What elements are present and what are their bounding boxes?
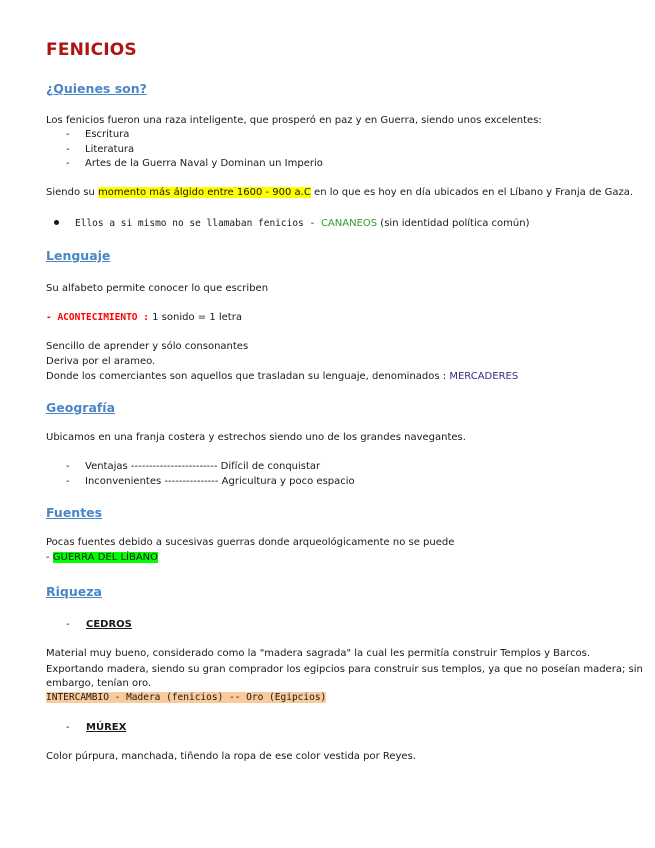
geografia-p1: Ubicamos en una franja costera y estrechos siendo uno de los grandes navegantes. [46,432,466,443]
list-item: - Ventajas ------------------------ Difícil de conquistar [46,460,355,475]
lenguaje-p1: Su alfabeto permite conocer lo que escriben [46,283,269,294]
list-item: - Artes de la Guerra Naval y Dominan un Imperio [46,157,323,172]
lenguaje-acontecimiento [46,311,242,326]
lenguaje-l1: Sencillo de aprender y sólo consonantes [46,341,249,352]
riqueza-p1: Material muy bueno, considerado como la "madera sagrada" la cual les permitía construir Templos y Barcos. [46,648,591,659]
guerra-libano-highlight: GUERRA DEL LÍBANO [52,552,159,563]
acontecimiento-text: 1 sonido = 1 letra [148,312,242,323]
riqueza-sub1 [66,618,132,633]
list-item: - Literatura [46,143,323,158]
l3-text: Donde los comerciantes son aquellos que trasladan su lenguaje, denominados : [46,371,450,382]
heading-lenguaje: Lenguaje [46,248,111,263]
mercaderes-text: MERCADERES [449,371,519,382]
cedros-heading: CEDROS [86,619,132,630]
heading-fuentes: Fuentes [46,505,103,520]
riqueza-sub2 [66,721,126,736]
quienes-list [46,128,323,172]
quienes-para [46,186,633,201]
intercambio-highlight: INTERCAMBIO - Madera (fenicios) -- Oro (Egipcios) [46,692,327,703]
dash-marker: - [66,722,70,733]
bullet-mono-text: Ellos a si mismo no se llamaban fenicios - [75,218,321,229]
page-title: FENICIOS [46,40,137,60]
dash-text: - [46,552,53,563]
highlight-date: momento más álgido entre 1600 - 900 a.C [98,187,311,198]
bullet-icon [54,220,59,225]
riqueza-intercambio [46,691,326,706]
lenguaje-l3 [46,370,518,385]
heading-geografia: Geografía [46,400,116,415]
riqueza-p3: embargo, tenían oro. [46,678,152,689]
acontecimiento-label: - ACONTECIMIENTO : [46,312,149,323]
dash-marker: - [66,619,70,630]
fuentes-p1: Pocas fuentes debido a sucesivas guerras donde arqueológicamente no se puede [46,537,455,548]
heading-quienes: ¿Quienes son? [46,81,147,96]
riqueza-p2: Exportando madera, siendo su gran comprador los egipcios para construir sus templos, ya que no poseían madera; sin [46,664,643,675]
bullet-post-text: (sin identidad política común) [377,218,530,229]
cananeos-text: CANANEOS [320,218,378,229]
heading-riqueza: Riqueza [46,584,102,599]
riqueza-p4: Color púrpura, manchada, tiñendo la ropa de ese color vestida por Reyes. [46,751,416,762]
list-item: - Inconvenientes --------------- Agricultura y poco espacio [46,475,355,490]
geografia-list [46,460,355,489]
fuentes-dash [46,551,158,566]
para-text: Siendo su [46,187,98,198]
para-text: en lo que es hoy en día ubicados en el Líbano y Franja de Gaza. [310,187,634,198]
lenguaje-l2: Deriva por el arameo. [46,356,156,367]
quienes-intro: Los fenicios fueron una raza inteligente, que prosperó en paz y en Guerra, siendo unos excelentes: [46,115,542,126]
quienes-bullet [54,217,530,232]
list-item: - Escritura [46,128,323,143]
murex-heading: MÚREX [86,722,127,733]
